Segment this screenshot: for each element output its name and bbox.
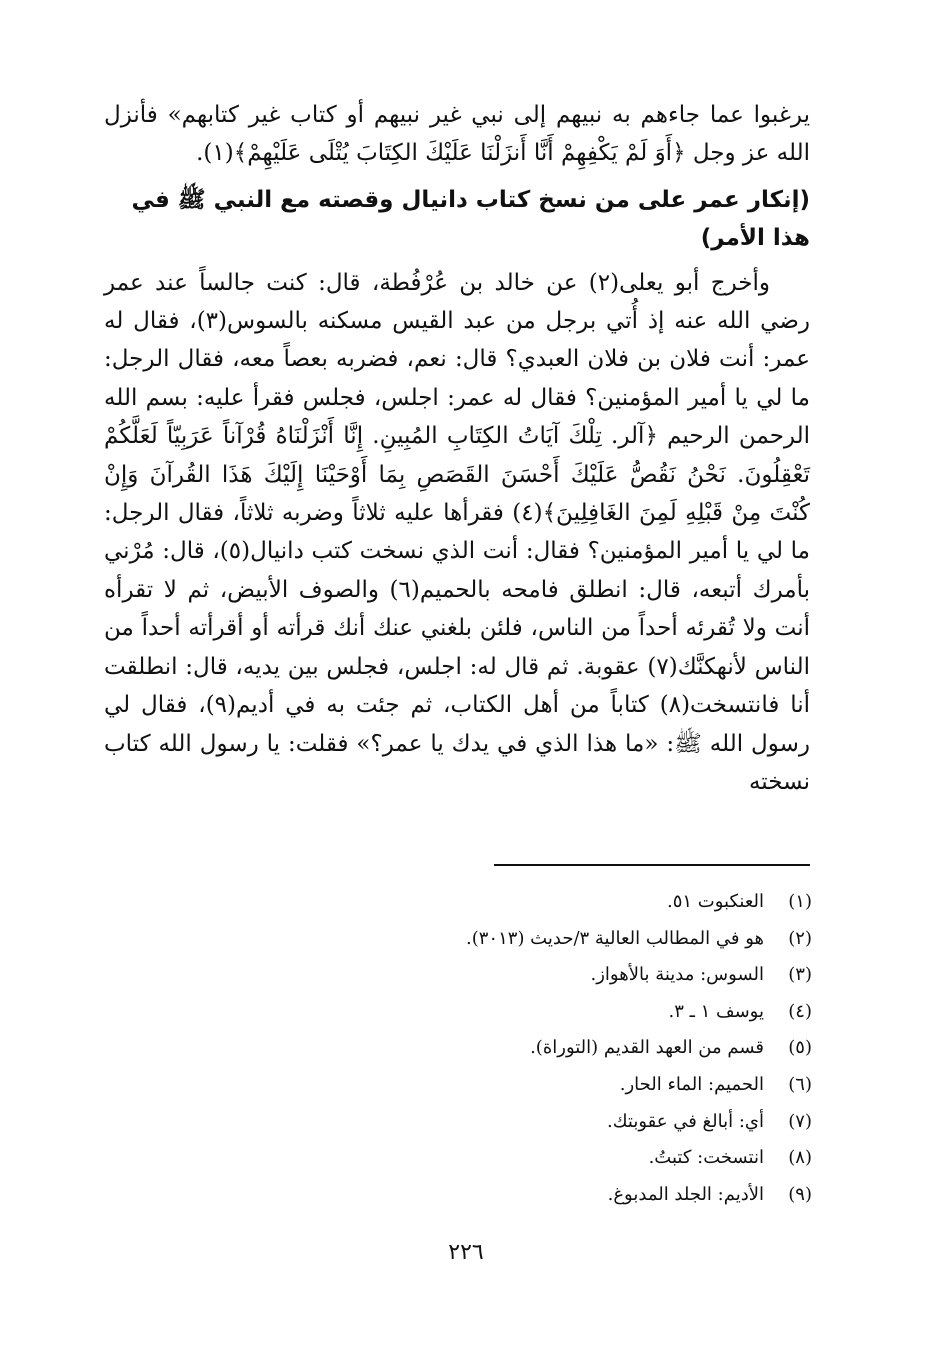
footnote bbox=[252, 994, 812, 1031]
footnote-text: السوس: مدينة بالأهواز. bbox=[590, 964, 764, 986]
footnote bbox=[252, 957, 812, 994]
footnote bbox=[252, 1177, 812, 1214]
footnote-text: الأديم: الجلد المدبوغ. bbox=[607, 1183, 764, 1205]
footnote-text: العنكبوت ٥١. bbox=[666, 891, 764, 912]
footnote-text: يوسف ١ ـ ٣. bbox=[668, 1000, 764, 1022]
footnote-text: انتسخت: كتبتُ. bbox=[648, 1147, 764, 1169]
footnote-number: (١) bbox=[788, 891, 812, 912]
footnote-number: (٩) bbox=[788, 1183, 812, 1205]
footnotes-list bbox=[252, 884, 812, 1213]
main-text bbox=[104, 96, 810, 801]
footnote-number: (٤) bbox=[788, 1000, 812, 1022]
footnote-text: قسم من العهد القديم (التوراة). bbox=[530, 1037, 764, 1059]
footnote-number: (٥) bbox=[788, 1037, 812, 1059]
footnote-divider bbox=[494, 864, 810, 866]
footnote-number: (٢) bbox=[788, 927, 812, 949]
footnote bbox=[252, 1030, 812, 1067]
footnote bbox=[252, 921, 812, 958]
footnote bbox=[252, 884, 812, 921]
footnote-text: الحميم: الماء الحار. bbox=[619, 1073, 764, 1095]
footnote-number: (٣) bbox=[788, 964, 812, 986]
paragraph-narration: وأخرج أبو يعلى(٢) عن خالد بن عُرْفُطة، قال: كنت جالساً عند عمر رضي الله عنه إذ أُتي برجل من عبد القيس مسكنه بالسوس(٣)، فقال له عمر: أنت فلان بن فلان العبدي؟ قال: نعم، فضربه بعصاً معه، فقال الرجل: ما لي يا أمير المؤمنين؟ فقال له عمر: اجلس، فجلس فقرأ عليه: بسم الله الرحمن الرحيم ﴿آلر. تِلْكَ آيَاتُ الكِتَابِ المُبِينِ. إِنَّا أَنْزَلْنَاهُ قُرْآناً عَرَبِيّاً لَعَلَّكُمْ تَعْقِلُونَ. نَحْنُ نَقُصُّ عَلَيْكَ أَحْسَنَ القَصَصِ بِمَا أَوْحَيْنَا إِلَيْكَ هَذَا القُرآنَ وَإِنْ كُنْتَ مِنْ قَبْلِهِ لَمِنَ الغَافِلِينَ﴾(٤) فقرأها عليه ثلاثاً وضربه ثلاثاً، فقال الرجل: ما لي يا أمير المؤمنين؟ فقال: أنت الذي نسخت كتب دانيال(٥)، قال: مُرْني بأمرك أتبعه، قال: انطلق فامحه بالحميم(٦) والصوف الأبيض، ثم لا تقرأه أنت ولا تُقرئه أحداً من الناس، فلئن بلغني عنك أنك قرأته أو أقرأته أحداً من الناس لأنهكنَّك(٧) عقوبة. ثم قال له: اجلس، فجلس بين يديه، قال: انطلقت أنا فانتسخت(٨) كتاباً من أهل الكتاب، ثم جئت به في أديم(٩)، فقال لي رسول الله ﷺ: «ما هذا الذي في يدك يا عمر؟» فقلت: يا رسول الله كتاب نسخته bbox=[104, 269, 811, 795]
footnote-text: هو في المطالب العالية ٣/حديث (٣٠١٣). bbox=[466, 927, 764, 949]
footnote-text: أي: أبالغ في عقوبتك. bbox=[607, 1110, 764, 1132]
section-heading: (إنكار عمر على من نسخ كتاب دانيال وقصته مع النبي ﷺ في هذا الأمر) bbox=[131, 186, 810, 252]
paragraph-opening: يرغبوا عما جاءهم به نبيهم إلى نبي غير نبيهم أو كتاب غير كتابهم» فأنزل الله عز وجل ﴿أَوَ لَمْ يَكْفِهِمْ أَنَّا أَنزَلْنَا عَلَيْكَ الكِتَابَ يُتْلَى عَلَيْهِمْ﴾(١). bbox=[104, 102, 810, 167]
footnote-number: (٨) bbox=[788, 1147, 812, 1169]
footnote bbox=[252, 1104, 812, 1141]
footnote bbox=[252, 1140, 812, 1177]
footnote-number: (٦) bbox=[788, 1073, 812, 1095]
page-number: ٢٢٦ bbox=[448, 1240, 484, 1265]
footnote bbox=[252, 1067, 812, 1104]
footnote-number: (٧) bbox=[788, 1110, 812, 1132]
